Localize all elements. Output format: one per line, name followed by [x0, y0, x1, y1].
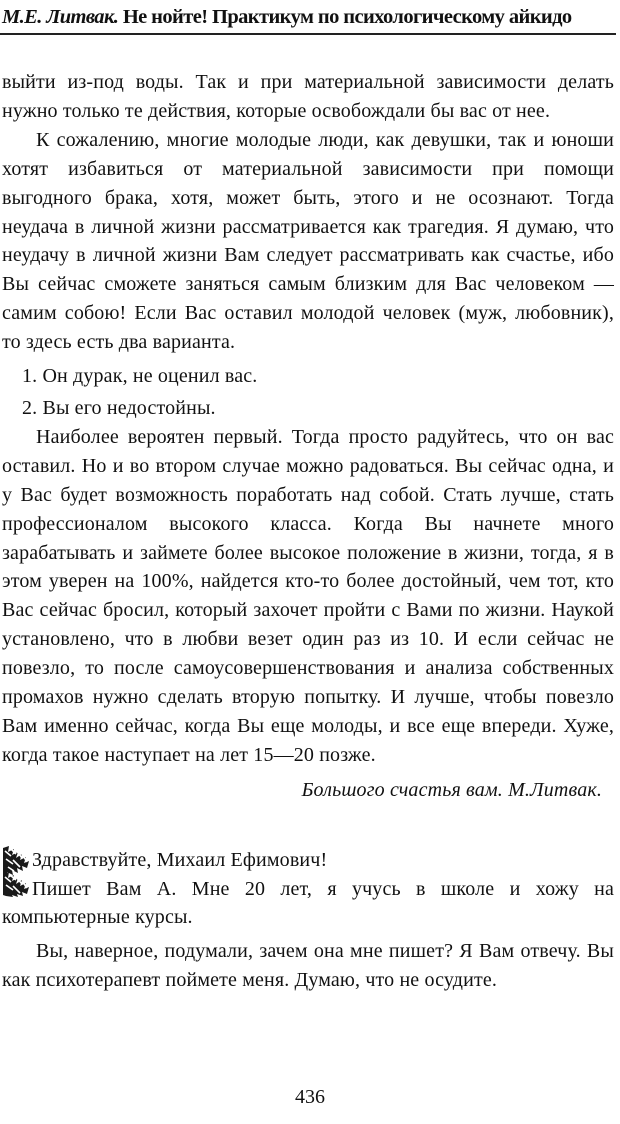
page-number: 436	[295, 1086, 325, 1108]
running-head	[2, 4, 614, 30]
letter-greeting-line	[2, 845, 614, 875]
decorative-ornament-icon	[2, 845, 30, 871]
running-head-title: Не нойте! Практикум по психологическому айкидо	[122, 6, 572, 28]
letter-intro	[2, 875, 614, 933]
paragraph: Вы, наверное, подумали, зачем она мне пишет? Я Вам отвечу. Вы как психотерапевт поймете меня. Думаю, что не осудите.	[2, 940, 614, 992]
paragraph: Наиболее вероятен первый. Тогда просто радуйтесь, что он вас оставил. Но и во втором случае можно радоваться. Вы сейчас одна, и у Вас будет возможность поработать над собой. Стать лучше, стать профессионалом высокого класса. Когда Вы начнете много зарабатывать и займете более высокое положение в жизни, тогда, я в этом уверен на 100%, найдется кто-то более достойный, чем тот, кто Вас сейчас бросил, который захочет пройти с Вами по жизни. Наукой установлено, что в любви везет один раз из 10. И если сейчас не повезло, то после самоусовершенствования и анализа собственных промахов нужно сделать вторую попытку. И лучше, чтобы повезло Вам именно сейчас, когда Вы еще молоды, и все еще впереди. Хуже, когда такое наступает на лет 15—20 позже.	[2, 425, 614, 766]
reader-letter	[2, 845, 614, 996]
signature: Большого счастья вам. М.Литвак.	[301, 778, 602, 801]
running-head-author: М.Е. Литвак.	[2, 6, 119, 28]
paragraph: выйти из-под воды. Так и при материальной зависимости делать нужно только те действия, которые освобождали бы вас от нее.	[2, 71, 614, 122]
letter-greeting: Здравствуйте, Михаил Ефимович!	[32, 848, 328, 871]
header-rule	[0, 33, 616, 35]
paragraph: К сожалению, многие молодые люди, как девушки, так и юноши хотят избавиться от материальной зависимости при помощи выгодного брака, хотя, может быть, этого и не осознают. Тогда неудача в личной жизни рассматривается как трагедия. Я думаю, что неудачу в личной жизни Вам следует рассматривать как счастье, ибо Вы сейчас сможете заняться самым близким для Вас человеком — самим собою! Если Вас оставил молодой человек (муж, любовник), то здесь есть два варианта.	[2, 128, 614, 354]
list-item: 2. Вы его недостойны.	[22, 396, 216, 419]
main-text	[2, 68, 614, 995]
list-item: 1. Он дурак, не оценил вас.	[22, 365, 258, 388]
letter-intro-text: Пишет Вам А. Мне 20 лет, я учусь в школе и хожу на компьютерные курсы.	[2, 877, 614, 929]
